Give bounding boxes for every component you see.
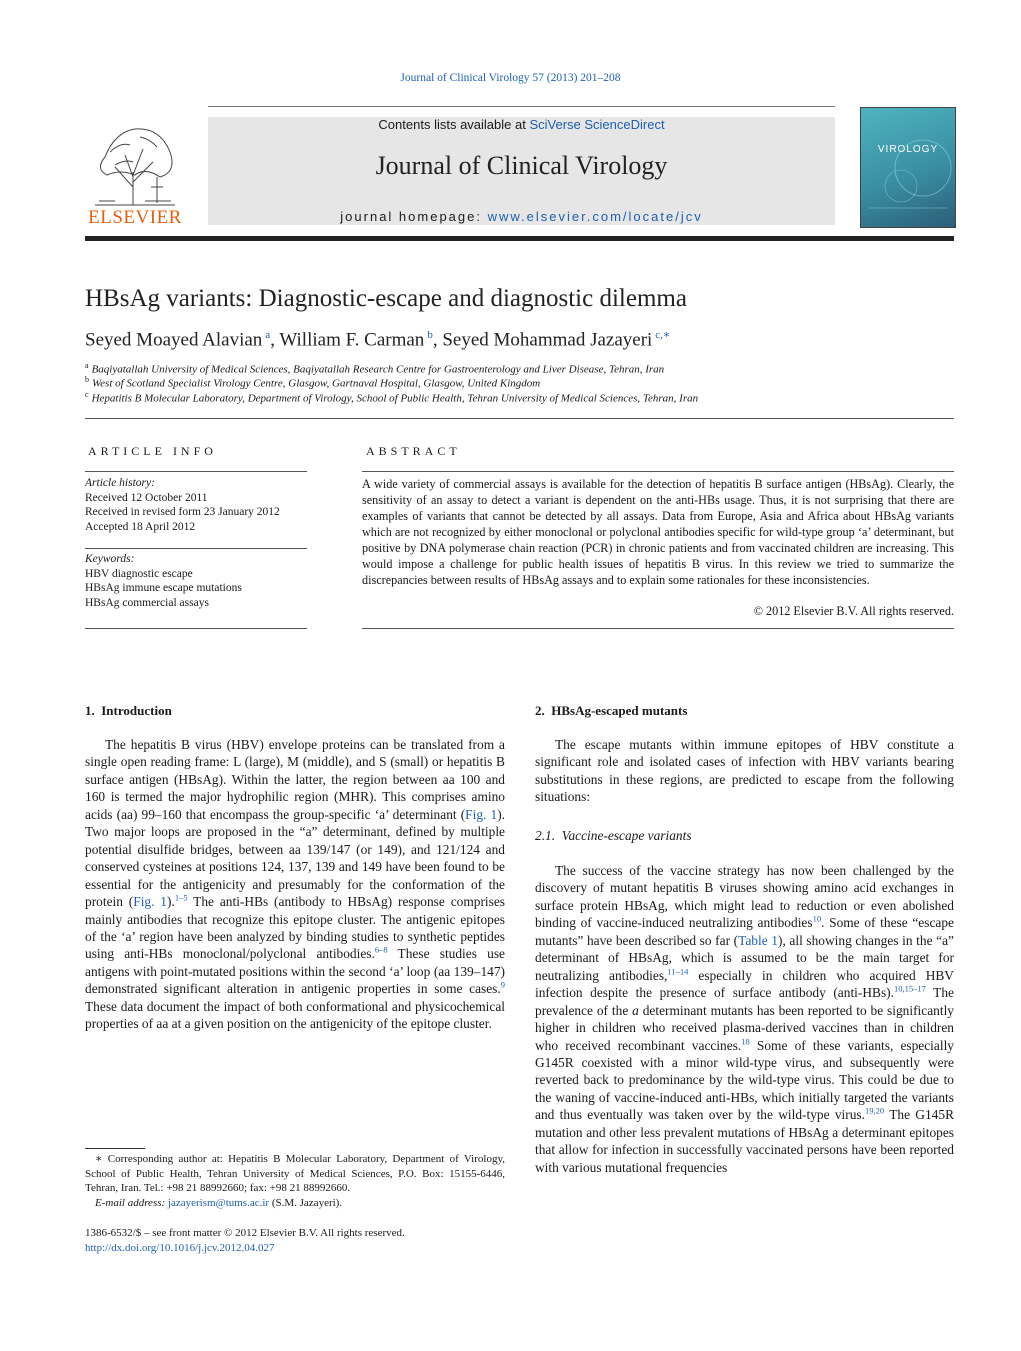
abstract-rule (362, 471, 954, 472)
doi-link[interactable]: http://dx.doi.org/10.1016/j.jcv.2012.04.027 (85, 1241, 275, 1254)
abstract-text: A wide variety of commercial assays is available for the detection of hepatitis B surface antigen (HBsAg). Clearly, the sensitivity of an assay to detect a variant is dependent on the anti-HBs usage. Thus, it is not surprising that there are examples of variants that cannot be detected by all assays. Data from Europe, Asia and Africa about HBsAg variants which are not recognized by either monoclonal or polyclonal antibodies specific for wild-type group ‘a’ determinant, but positive by DNA polymerase chain reaction (PCR) in chronic patients and from vaccinated children are increasing. This would impose a challenge for public health issues of hepatitis B virus. In this review we tried to summarize the discrepancies between results of HBsAg assays and to explain some rationales for these inconsistencies. (362, 477, 954, 587)
keywords-label: Keywords: (85, 553, 135, 565)
journal-citation[interactable]: Journal of Clinical Virology 57 (2013) 201–208 (400, 72, 621, 84)
keyword: HBV diagnostic escape (85, 567, 193, 580)
paragraph: The success of the vaccine strategy has now been challenged by the discovery of mutant hepatitis B viruses showing amino acid exchanges in surface protein HBsAg, which might lead to reduction or even abolished binding of vaccine-induced neutralizing antibodies$^{10}$. Some of these “escape mutants” have been described so far (Table 1), all showing changes in the “a” determinant of HBsAg, which is assumed to be the main target for neutralizing antibodies,$^{11-14}$ especially in children who acquired HBV infection despite the presence of surface antibody (anti-HBs).$^{10,15-17}$ The prevalence of the a determinant mutants has been reported to be significantly higher in children who received plasma-derived vaccines than in children who received recombinant vaccines.$^{18}$ Some of these variants, especially G145R coexisted with a minor wild-type virus, and subsequently were reverted back to predominance by the wild-type virus. This could be due to the waning of vaccine-induced anti-HBs, which initially targeted the variants and thus eventually was taken over by the wild-type virus.$^{19,20}$ The G145R mutation and other less prevalent mutations of HBsAg a determinant epitopes that allow for infection in successfully vaccinated persons have been reported with various mutational frequencies (535, 863, 955, 1175)
affiliation-marker: c (85, 390, 89, 399)
affiliation-text: West of Scotland Specialist Virology Centre, Glasgow, Gartnaval Hospital, Glasgow, United Kingdom (92, 377, 541, 390)
cover-title: VIROLOGY (877, 144, 939, 155)
figure-link[interactable]: Fig. 1 (133, 894, 168, 910)
affiliation-text: Hepatitis B Molecular Laboratory, Department of Virology, School of Public Health, Tehran University of Medical Sciences, Tehran, Iran (91, 392, 699, 405)
affiliation-c (85, 390, 698, 405)
author-separator: , (432, 329, 443, 351)
email-line: E-mail address: jazayerism@tums.ac.ir (S.M. Jazayeri). (95, 1196, 343, 1209)
masthead-rule-thin (208, 106, 835, 107)
section-title-escaped-mutants: 2. HBsAg-escaped mutants (535, 703, 688, 718)
article-info-heading: ARTICLE INFO (88, 444, 217, 458)
author-list (85, 328, 670, 351)
corresponding-author: ∗ Corresponding author at: Hepatitis B Molecular Laboratory, Department of Virology, School of Public Health, Tehran University of Medical Sciences, P.O. Box: 15155-6446, Tehran, Iran. Tel.: +98 21 88992660; fax: +98 21 88992660. (85, 1153, 505, 1194)
history-received: Received 12 October 2011 (85, 491, 208, 504)
author-affiliation-marker[interactable]: b (427, 329, 433, 341)
issn-line: 1386-6532/$ – see front matter © 2012 Elsevier B.V. All rights reserved. (85, 1227, 405, 1239)
abstract-rule (362, 628, 954, 629)
affiliation-text: Baqiyatallah University of Medical Sciences, Baqiyatallah Research Centre for Gastroenterology and Liver Disease, Tehran, Iran (91, 363, 665, 376)
history-label: Article history: (85, 477, 155, 489)
history-revised: Received in revised form 23 January 2012 (85, 506, 280, 518)
info-rule (85, 471, 307, 472)
keywords (85, 552, 307, 610)
homepage-link[interactable]: www.elsevier.com/locate/jcv (487, 209, 703, 224)
homepage-line (208, 209, 835, 224)
author-separator: , (270, 329, 280, 351)
affiliation-b (85, 375, 540, 390)
affiliation-marker: b (85, 375, 89, 384)
history-accepted: Accepted 18 April 2012 (85, 520, 196, 533)
elsevier-wordmark: ELSEVIER (88, 207, 182, 228)
contents-line (208, 117, 835, 132)
masthead-banner (208, 117, 835, 225)
article-history (85, 476, 307, 534)
subsection-body (535, 862, 954, 1176)
email-link[interactable]: jazayerism@tums.ac.ir (167, 1196, 270, 1209)
citation-link[interactable]: 18 (741, 1036, 750, 1047)
affiliation-marker: a (85, 361, 89, 370)
keyword: HBsAg immune escape mutations (85, 582, 242, 594)
table-link[interactable]: Table 1 (738, 932, 778, 948)
author-name[interactable]: Seyed Mohammad Jazayeri (442, 329, 653, 351)
paragraph: The hepatitis B virus (HBV) envelope proteins can be translated from a single open reading frame: L (large), M (middle), and S (small) or hepatitis B surface antigen (HBsAg). Within the latter, the region between aa 100 and 160 is termed the major hydrophilic region (MHR). This comprises amino acids (aa) 99–160 that encompass the group-specific ‘a’ determinant (Fig. 1). Two major loops are proposed in the “a” determinant, defined by multiple potential disulfide bridges, between aa 139/147 (or 149), and 121/124 and conserved cysteines at positions 124, 137, 139 and 149 have been found to be essential for the antigenicity and presumably for the conformation of the protein (Fig. 1).$^{1-5}$ The anti-HBs (antibody to HBsAg) response comprises mainly antibodies that recognize this epitope cluster. The antigenic epitopes of the ‘a’ region have been analyzed by binding studies to synthetic peptides using anti-HBs monoclonal/polyclonal antibodies.$^{6-8}$ These studies use antigens with point-mutated positions within the second ‘a’ loop (aa 139–147) demonstrated significant alteration in antigenic properties in some cases.$^9$ These data document the impact of both conformational and physicochemical properties of aa at a given position on the antigenicity of the epitope cluster. (85, 737, 505, 1032)
introduction-body (85, 736, 505, 1033)
corresponding-footnote (85, 1152, 505, 1210)
cover-art (861, 108, 955, 227)
journal-name: Journal of Clinical Virology (375, 151, 668, 180)
citation-link[interactable]: 11–14 (667, 966, 689, 977)
footnote-rule (85, 1148, 145, 1149)
figure-link[interactable]: Fig. 1 (465, 806, 498, 822)
paragraph: The escape mutants within immune epitopes of HBV constitute a significant role and isolated cases of infection with HBV variants bearing substitutions in these regions, are predicted to escape from the following situations: (535, 737, 954, 805)
masthead-rule-thick (85, 236, 954, 241)
sciencedirect-link[interactable]: SciVerse ScienceDirect (529, 117, 665, 132)
section-title-introduction: 1. Introduction (85, 703, 172, 718)
affiliation-a (85, 361, 664, 376)
affiliation-rule (85, 418, 954, 419)
abstract-heading: ABSTRACT (366, 444, 461, 458)
citation-link[interactable]: 19,20 (865, 1105, 885, 1116)
journal-cover (860, 107, 956, 228)
info-rule (85, 628, 307, 629)
contents-prefix: Contents lists available at (378, 117, 530, 132)
subsection-title-vaccine-escape: 2.1. Vaccine-escape variants (535, 828, 692, 843)
citation-link[interactable]: 10,15–17 (893, 983, 926, 994)
citation-link[interactable]: 10 (812, 913, 822, 924)
author-affiliation-marker[interactable]: c,∗ (655, 329, 671, 341)
article-title: HBsAg variants: Diagnostic-escape and diagnostic dilemma (85, 285, 687, 312)
keyword: HBsAg commercial assays (85, 596, 209, 609)
info-rule (85, 548, 307, 549)
abstract-copyright: © 2012 Elsevier B.V. All rights reserved. (753, 604, 954, 618)
author-name[interactable]: Seyed Moayed Alavian (85, 329, 263, 351)
citation-link[interactable]: 9 (500, 979, 505, 990)
author-name[interactable]: William F. Carman (279, 329, 425, 351)
citation-link[interactable]: 1–5 (174, 892, 188, 903)
front-matter (85, 1226, 505, 1255)
section2-body (535, 736, 954, 806)
citation-link[interactable]: 6–8 (374, 944, 388, 955)
homepage-prefix: journal homepage: (340, 209, 488, 224)
author-affiliation-marker[interactable]: a (265, 329, 271, 341)
